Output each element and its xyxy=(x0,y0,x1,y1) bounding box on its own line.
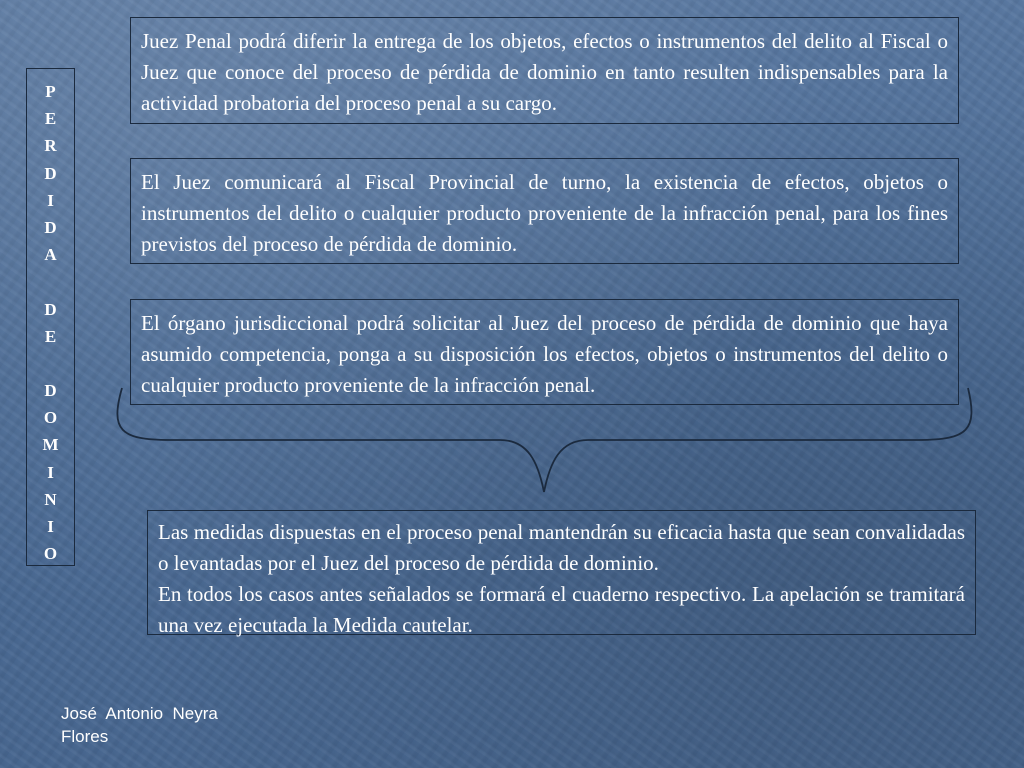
side-title-letter: M xyxy=(42,435,59,455)
side-title-letter: A xyxy=(44,245,57,265)
side-title-letter: I xyxy=(47,190,54,210)
box-paragraph: Juez Penal podrá diferir la entrega de los objetos, efectos o instrumentos del delito al Fiscal o Juez que conoce del proceso de pérdida de dominio en tanto resulten indispensables para la actividad probatoria del proceso penal a su cargo. xyxy=(141,29,948,115)
text-box-diferir-entrega xyxy=(130,17,959,124)
box-paragraph: El órgano jurisdiccional podrá solicitar al Juez del proceso de pérdida de dominio que haya asumido competencia, ponga a su disposición los efectos, objetos o instrumentos del delito o cualquier producto proveniente de la infracción penal. xyxy=(141,311,948,397)
box-paragraph: Las medidas dispuestas en el proceso penal mantendrán su eficacia hasta que sean convalidadas o levantadas por el Juez del proceso de pérdida de dominio. xyxy=(158,520,965,575)
text-box-solicitud-organo-jurisdiccional xyxy=(130,299,959,405)
side-title-letter: O xyxy=(43,408,58,428)
side-title-letter: D xyxy=(44,217,57,237)
side-title-letter: D xyxy=(44,299,57,319)
side-title-letter: D xyxy=(44,381,57,401)
side-title-letter: P xyxy=(45,82,56,101)
side-title-letter: I xyxy=(47,462,54,482)
text-box-medidas-eficacia xyxy=(147,510,976,635)
side-title-letter: R xyxy=(44,136,57,156)
side-title-letter: I xyxy=(47,517,54,536)
side-title-letter: O xyxy=(43,544,58,564)
author-footer: José Antonio Neyra Flores xyxy=(61,704,218,746)
side-title-letter: E xyxy=(44,326,57,346)
side-title-letter: E xyxy=(44,109,57,129)
text-box-comunicacion-fiscal xyxy=(130,158,959,264)
side-title-perdida-de-dominio xyxy=(26,68,75,566)
box-paragraph: El Juez comunicará al Fiscal Provincial de turno, la existencia de efectos, objetos o instrumentos del delito o cualquier producto proveniente de la infracción penal, para los fines previstos del proceso de pérdida de dominio. xyxy=(141,170,948,256)
side-title-spacer xyxy=(27,268,74,295)
side-title-letter: N xyxy=(44,489,57,509)
side-title-spacer xyxy=(27,350,74,377)
side-title-letter: D xyxy=(44,163,57,183)
box-paragraph: En todos los casos antes señalados se formará el cuaderno respectivo. La apelación se tramitará una vez ejecutada la Medida cautelar. xyxy=(158,582,965,637)
